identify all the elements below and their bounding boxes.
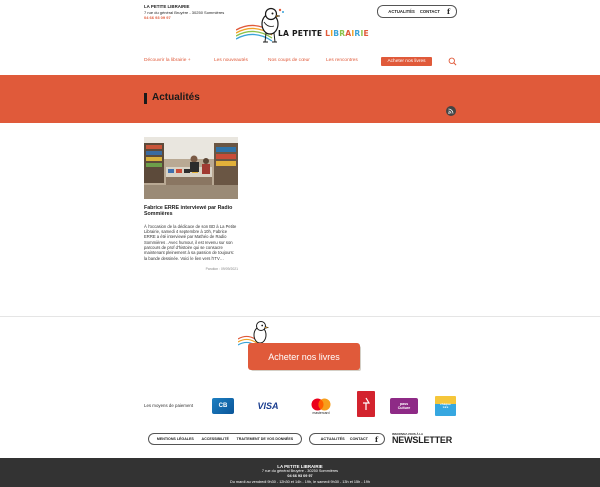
- visa-logo: VISA: [257, 401, 279, 411]
- cheque-lire-logo: [435, 396, 456, 416]
- article-image[interactable]: [144, 137, 238, 199]
- bottom-phone[interactable]: 04 66 93 09 97: [287, 474, 313, 479]
- pass-label: pass: [399, 402, 409, 406]
- mastercard-logo: [307, 396, 335, 416]
- logo-wordmark: LA PETITE LIBRAIRIE: [278, 29, 369, 38]
- footer-link-contact[interactable]: CONTACT: [349, 437, 368, 441]
- cb-card-logo: [212, 398, 234, 414]
- culture-label: Culture: [397, 406, 411, 410]
- cb-label: CB: [218, 403, 228, 409]
- opening-hours: Du mardi au vendredi 9h30 - 12h30 et 14h - 19h, le samedi 9h30 - 13h et 15h - 19h: [230, 479, 370, 484]
- legal-link-accessibilite[interactable]: ACCESSIBILITÉ: [201, 437, 229, 441]
- article-title[interactable]: Fabrice ERRE interviewé par Radio Sommières: [144, 205, 233, 218]
- lire-label: Lire: [442, 405, 449, 409]
- bottom-address: 7 rue du général Bruyère - 30250 Sommières: [261, 469, 339, 474]
- footer-link-actualites[interactable]: ACTUALITÉS: [320, 437, 345, 441]
- footer-divider: [0, 316, 600, 317]
- header-quick-links: [377, 5, 457, 18]
- shop-name: LA PETITE LIBRAIRIE: [144, 4, 190, 9]
- librairie-logo[interactable]: [236, 6, 366, 50]
- shop-address: 7 rue du général Bruyère - 30250 Sommières: [144, 9, 225, 15]
- shop-info: [144, 4, 224, 21]
- header-link-actualites[interactable]: ACTUALITÉS: [388, 9, 415, 14]
- logo-prefix: LA PETITE: [278, 29, 326, 38]
- article-card[interactable]: [144, 137, 238, 271]
- legal-link-donnees[interactable]: TRAITEMENT DE VOS DONNÉES: [236, 437, 294, 441]
- mastercard-label: mastercard: [312, 410, 330, 415]
- site-header: [0, 0, 600, 55]
- buy-books-button[interactable]: Acheter nos livres: [249, 344, 359, 369]
- title-accent-bar: [144, 93, 147, 104]
- shop-phone[interactable]: 04 66 93 09 97: [144, 15, 171, 21]
- nav-item-coups-de-coeur[interactable]: Nos coups de cœur: [268, 58, 310, 63]
- newsletter-subtitle[interactable]: INSCRIVEZ-VOUS À LA: [392, 432, 424, 436]
- footer-quick-links: [309, 433, 385, 445]
- bottom-bar: [0, 458, 600, 487]
- newsletter-link[interactable]: NEWSLETTER: [392, 435, 452, 445]
- legal-links: [148, 433, 302, 445]
- pass-culture-logo: [390, 398, 418, 414]
- search-icon[interactable]: [448, 57, 457, 66]
- rss-icon[interactable]: [446, 106, 456, 116]
- header-link-contact[interactable]: CONTACT: [419, 9, 440, 14]
- bottom-shop-name: LA PETITE LIBRAIRIE: [277, 464, 323, 469]
- nav-item-nouveautes[interactable]: Les nouveautés: [214, 58, 248, 63]
- page-banner: [0, 75, 600, 123]
- cheque-label: chèque: [440, 401, 451, 406]
- nav-item-decouvrir[interactable]: Découvrir la librairie +: [144, 58, 191, 63]
- legal-link-mentions[interactable]: MENTIONS LÉGALES: [156, 437, 194, 441]
- article-date: Parution : 09/09/2021: [205, 266, 238, 271]
- buy-books-nav-button[interactable]: Acheter nos livres: [381, 57, 432, 66]
- nav-item-rencontres[interactable]: Les rencontres: [326, 58, 358, 63]
- main-nav: [0, 57, 600, 69]
- facebook-icon[interactable]: f: [446, 7, 450, 16]
- page-title: Actualités: [152, 92, 200, 103]
- payment-methods-label: Les moyens de paiement: [144, 403, 194, 408]
- article-excerpt: À l'occasion de la dédicace de son BD à La Petite Librairie, samedi 4 septembre à 10h, Fabrice ERRE a été interviewé par Mathéo de Radio Sommières . Avec humour, il est revenu sur son parcours de prof d'histoire qui se consacre maintenant pleinement à sa passion de toujours: la bande dessinée. Voici le lien vers l'ITV…: [144, 223, 237, 261]
- culture-card-logo: [357, 391, 375, 417]
- footer-facebook-icon[interactable]: f: [374, 434, 378, 444]
